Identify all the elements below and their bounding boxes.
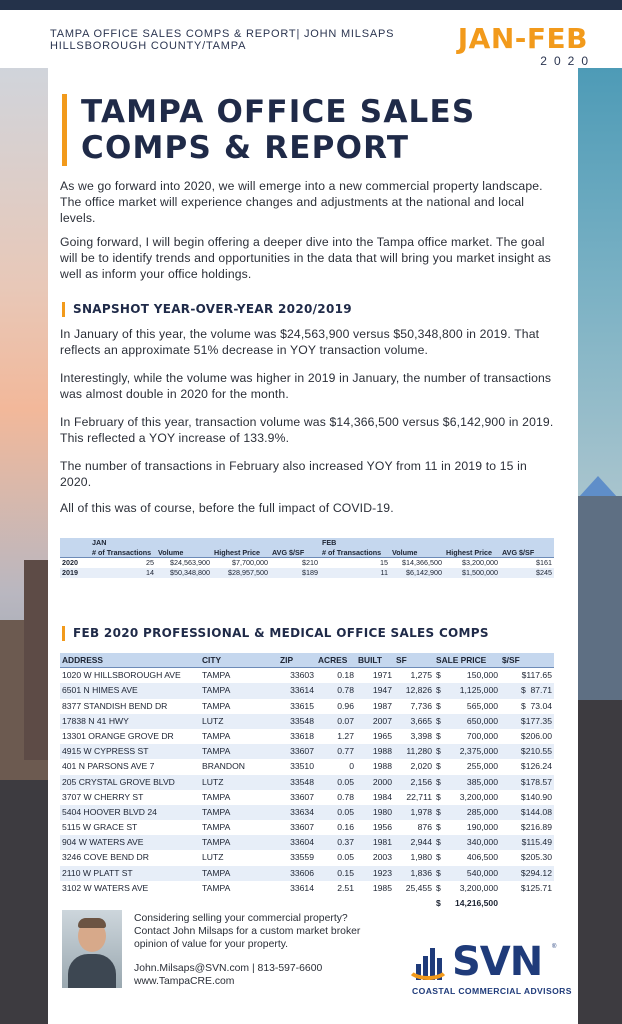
cell-built: 1965 — [372, 730, 392, 741]
cell-address: 5115 W GRACE ST — [62, 822, 138, 833]
snapshot-column-header — [60, 548, 554, 558]
cell-address: 1020 W HILLSBOROUGH AVE — [62, 670, 181, 681]
cta-line-3: opinion of value for your property. — [134, 939, 289, 950]
cell-built: 1987 — [372, 700, 392, 711]
svn-reg-mark: ® — [552, 944, 557, 950]
cell-price: 3,200,000 — [459, 882, 498, 893]
cell-city: TAMPA — [202, 685, 231, 696]
cell-psf: $ 73.04 — [520, 700, 552, 711]
col-feb-volume: Volume — [392, 548, 418, 557]
cell-zip: 33604 — [290, 837, 314, 848]
cell-psf: $ 87.71 — [520, 685, 552, 696]
cell-psf: $294.12 — [520, 867, 552, 878]
cell-city: TAMPA — [202, 730, 231, 741]
table-row — [60, 866, 554, 881]
cell-price: 1,125,000 — [459, 685, 498, 696]
cell-zip: 33559 — [290, 852, 314, 863]
header-line-2: HILLSBOROUGH COUNTY/TAMPA — [50, 40, 247, 52]
intro-paragraph-2: Going forward, I will begin offering a deeper dive into the Tampa office market. The goal will be to identify trends and opportunities in the data that will bring you market insight as well as inform your office holdings. — [60, 235, 552, 281]
cell-address: 2110 W PLATT ST — [62, 867, 133, 878]
cell-dollar: $ — [436, 852, 441, 863]
cell-acres: 0.05 — [337, 852, 354, 863]
cell-psf: $126.24 — [520, 761, 552, 772]
cta-line-2: Contact John Milsaps for a custom market broker — [134, 926, 361, 937]
cell-address: 3102 W WATERS AVE — [62, 882, 149, 893]
snapshot-table — [60, 538, 554, 578]
header-date — [457, 22, 595, 68]
cell-dollar: $ — [436, 746, 441, 757]
cell-price: 700,000 — [466, 730, 498, 741]
cell-price: 565,000 — [466, 700, 498, 711]
cell-sf: 3,665 — [410, 715, 432, 726]
cell-psf: $216.89 — [520, 822, 552, 833]
cell-psf: $177.35 — [520, 715, 552, 726]
cell-zip: 33548 — [290, 715, 314, 726]
cell-psf: $205.30 — [520, 852, 552, 863]
cell-dollar: $ — [436, 715, 441, 726]
cell-acres: 0.78 — [337, 791, 354, 802]
cell-sf: 3,398 — [410, 730, 432, 741]
snapshot-paragraph-4: The number of transactions in February also increased YOY from 11 in 2019 to 15 in 2020. — [60, 459, 527, 489]
cell-dollar: $ — [436, 685, 441, 696]
col-jan-tx: # of Transactions — [92, 548, 152, 557]
cell-price: 190,000 — [466, 822, 498, 833]
table-row — [60, 820, 554, 835]
cell-built: 1923 — [372, 867, 392, 878]
cell-address: 5404 HOOVER BLVD 24 — [62, 806, 157, 817]
total-dollar-sign: $ — [436, 898, 441, 908]
cell-dollar: $ — [436, 806, 441, 817]
cell-zip: 33603 — [290, 670, 314, 681]
cell-city: TAMPA — [202, 822, 231, 833]
col-jan-psf: AVG $/SF — [272, 548, 305, 557]
snapshot-row-2020: 2020 25 $24,563,900 $7,700,000 $210 15 $14,366,500 $3,200,000 $161 — [62, 558, 552, 567]
total-sale-price: 14,216,500 — [454, 898, 498, 908]
col-jan-volume: Volume — [158, 548, 184, 557]
cell-city: TAMPA — [202, 806, 231, 817]
cell-acres: 0.16 — [337, 822, 354, 833]
cell-sf: 2,020 — [410, 761, 432, 772]
snapshot-paragraph-1: In January of this year, the volume was $24,563,900 versus $50,348,800 in 2019. That reflects an approximate 51% decrease in YOY transaction volume. — [60, 327, 540, 357]
cell-city: LUTZ — [202, 715, 224, 726]
table-row — [60, 805, 554, 820]
cell-zip: 33607 — [290, 746, 314, 757]
table-row — [60, 714, 554, 729]
cell-dollar: $ — [436, 670, 441, 681]
top-accent-bar — [0, 0, 622, 10]
table-row — [60, 744, 554, 759]
cell-city: TAMPA — [202, 791, 231, 802]
cell-dollar: $ — [436, 700, 441, 711]
cell-built: 2000 — [372, 776, 392, 787]
table-row — [60, 699, 554, 714]
cell-acres: 0.78 — [337, 685, 354, 696]
cell-dollar: $ — [436, 761, 441, 772]
cell-city: BRANDON — [202, 761, 245, 772]
cell-built: 1971 — [372, 670, 392, 681]
cell-address: 8377 STANDISH BEND DR — [62, 700, 168, 711]
cell-address: 17838 N 41 HWY — [62, 715, 129, 726]
cell-address: 6501 N HIMES AVE — [62, 685, 138, 696]
cell-acres: 0.37 — [337, 837, 354, 848]
cell-psf: $115.49 — [521, 837, 552, 848]
cell-price: 650,000 — [466, 715, 498, 726]
intro-paragraph-1: As we go forward into 2020, we will emerge into a new commercial property landscape. The office market will experience changes and adjustments at the national and local levels. — [60, 179, 543, 225]
cell-city: TAMPA — [202, 746, 231, 757]
cell-price: 385,000 — [466, 776, 498, 787]
cell-psf: $178.57 — [520, 776, 552, 787]
cell-sf: 1,275 — [410, 670, 432, 681]
cell-acres: 0.18 — [337, 670, 354, 681]
cell-address: 3707 W CHERRY ST — [62, 791, 144, 802]
table-row — [60, 683, 554, 698]
table-row — [60, 835, 554, 850]
snapshot-heading: SNAPSHOT YEAR-OVER-YEAR 2020/2019 — [62, 302, 352, 317]
cell-city: TAMPA — [202, 837, 231, 848]
cell-acres: 0.15 — [337, 867, 354, 878]
cell-built: 2007 — [372, 715, 392, 726]
cell-dollar: $ — [436, 730, 441, 741]
table-row — [60, 729, 554, 744]
cell-psf: $117.65 — [521, 670, 552, 681]
cell-city: TAMPA — [202, 867, 231, 878]
cell-dollar: $ — [436, 882, 441, 893]
cell-sf: 2,944 — [410, 837, 432, 848]
cell-dollar: $ — [436, 776, 441, 787]
cell-sf: 11,280 — [406, 746, 432, 757]
cell-built: 1980 — [372, 806, 392, 817]
cell-city: LUTZ — [202, 776, 224, 787]
cell-sf: 22,711 — [406, 791, 432, 802]
snapshot-paragraph-3: In February of this year, transaction volume was $14,366,500 versus $6,142,900 in 2019. This reflected a YOY increase of 133.9%. — [60, 415, 554, 445]
cell-price: 255,000 — [466, 761, 498, 772]
cell-address: 205 CRYSTAL GROVE BLVD — [62, 776, 175, 787]
cell-zip: 33548 — [290, 776, 314, 787]
cell-zip: 33607 — [290, 822, 314, 833]
cell-zip: 33614 — [290, 882, 314, 893]
cell-sf: 1,836 — [410, 867, 432, 878]
cell-dollar: $ — [436, 867, 441, 878]
page-header — [0, 10, 622, 68]
table-row — [60, 850, 554, 865]
snapshot-row-2019: 2019 14 $50,348,800 $28,957,500 $189 11 $6,142,900 $1,500,000 $245 — [62, 568, 552, 577]
cta-line-1: Considering selling your commercial property? — [134, 913, 348, 924]
svn-tagline: COASTAL COMMERCIAL ADVISORS — [412, 986, 572, 996]
jan-label: JAN — [92, 538, 107, 547]
header-month: JAN-FEB — [457, 22, 588, 55]
broker-photo — [62, 910, 122, 988]
cell-psf: $206.00 — [520, 730, 552, 741]
snapshot-paragraph-5: All of this was of course, before the full impact of COVID-19. — [60, 501, 394, 515]
cell-zip: 33606 — [290, 867, 314, 878]
svn-logo-text: SVN — [452, 939, 543, 985]
cell-acres: 0 — [349, 761, 354, 772]
cell-zip: 33607 — [290, 791, 314, 802]
cell-address: 4915 W CYPRESS ST — [62, 746, 149, 757]
cell-psf: $210.55 — [520, 746, 552, 757]
cell-sf: 1,978 — [410, 806, 432, 817]
website-link[interactable]: www.TampaCRE.com — [134, 976, 235, 987]
svn-logo — [406, 939, 572, 1000]
cell-acres: 2.51 — [337, 882, 354, 893]
cell-acres: 0.96 — [337, 700, 354, 711]
header-year: 2020 — [540, 54, 595, 68]
cell-acres: 1.27 — [337, 730, 354, 741]
cell-built: 1984 — [372, 791, 392, 802]
table-row — [60, 668, 554, 683]
table-row — [60, 775, 554, 790]
title-line-2: COMPS & REPORT — [81, 130, 410, 166]
cell-price: 150,000 — [466, 670, 498, 681]
col-jan-high: Highest Price — [214, 548, 260, 557]
table-row — [60, 759, 554, 774]
cell-zip: 33615 — [290, 700, 314, 711]
cell-sf: 876 — [417, 822, 432, 833]
table-row — [60, 881, 554, 896]
header-report-info — [50, 28, 394, 52]
cell-city: TAMPA — [202, 670, 231, 681]
col-feb-tx: # of Transactions — [322, 548, 382, 557]
cell-built: 1956 — [372, 822, 392, 833]
cell-city: TAMPA — [202, 700, 231, 711]
cell-city: LUTZ — [202, 852, 224, 863]
col-feb-high: Highest Price — [446, 548, 492, 557]
cell-acres: 0.05 — [337, 776, 354, 787]
cell-zip: 33614 — [290, 685, 314, 696]
cell-price: 340,000 — [466, 837, 498, 848]
cell-address: 13301 ORANGE GROVE DR — [62, 730, 174, 741]
contact-footer — [62, 910, 572, 1020]
comps-body — [60, 668, 554, 896]
cell-psf: $140.90 — [520, 791, 552, 802]
cell-zip: 33618 — [290, 730, 314, 741]
cell-dollar: $ — [436, 822, 441, 833]
cell-price: 285,000 — [466, 806, 498, 817]
cell-built: 1947 — [372, 685, 392, 696]
cell-address: 3246 COVE BEND DR — [62, 852, 149, 863]
cell-zip: 33634 — [290, 806, 314, 817]
cell-price: 3,200,000 — [459, 791, 498, 802]
cell-dollar: $ — [436, 791, 441, 802]
cell-built: 2003 — [372, 852, 392, 863]
cell-dollar: $ — [436, 837, 441, 848]
contact-text — [134, 912, 404, 988]
header-line-1: TAMPA OFFICE SALES COMPS & REPORT| JOHN MILSAPS — [50, 28, 395, 40]
cell-price: 2,375,000 — [459, 746, 498, 757]
cell-sf: 1,980 — [410, 852, 432, 863]
cell-city: TAMPA — [202, 882, 231, 893]
table-row — [60, 790, 554, 805]
cell-price: 540,000 — [466, 867, 498, 878]
cell-address: 904 W WATERS AVE — [62, 837, 144, 848]
title-line-1: TAMPA OFFICE SALES — [81, 94, 476, 130]
cell-acres: 0.07 — [337, 715, 354, 726]
cell-sf: 12,826 — [405, 685, 432, 696]
cell-sf: 25,455 — [405, 882, 432, 893]
cell-psf: $125.71 — [520, 882, 552, 893]
comps-total-row — [60, 896, 554, 911]
comps-heading: FEB 2020 PROFESSIONAL & MEDICAL OFFICE SALES COMPS — [62, 626, 489, 641]
cell-acres: 0.05 — [337, 806, 354, 817]
col-feb-psf: AVG $/SF — [502, 548, 535, 557]
comps-table — [60, 653, 554, 911]
report-title — [62, 94, 561, 166]
report-panel — [48, 68, 578, 1024]
feb-label: FEB — [322, 538, 337, 547]
snapshot-month-header — [60, 538, 554, 548]
cell-price: 406,500 — [466, 852, 498, 863]
cell-sf: 2,156 — [410, 776, 432, 787]
comps-header-row: ADDRESS CITY ZIP ACRES BUILT SF SALE PRICE $/SF — [60, 653, 554, 668]
cell-address: 401 N PARSONS AVE 7 — [62, 761, 155, 772]
cell-built: 1988 — [372, 761, 392, 772]
cell-zip: 33510 — [290, 761, 314, 772]
cell-built: 1985 — [372, 882, 392, 893]
cell-built: 1981 — [372, 837, 392, 848]
cell-built: 1988 — [372, 746, 392, 757]
contact-email-phone[interactable]: John.Milsaps@SVN.com | 813-597-6600 — [134, 963, 323, 974]
cell-psf: $144.08 — [520, 806, 552, 817]
svn-swoosh-icon — [406, 954, 450, 980]
snapshot-paragraph-2: Interestingly, while the volume was higher in 2019 in January, the number of transactions was almost double in 2020 for the month. — [60, 371, 552, 401]
cell-sf: 7,736 — [410, 700, 432, 711]
cell-acres: 0.77 — [337, 746, 354, 757]
